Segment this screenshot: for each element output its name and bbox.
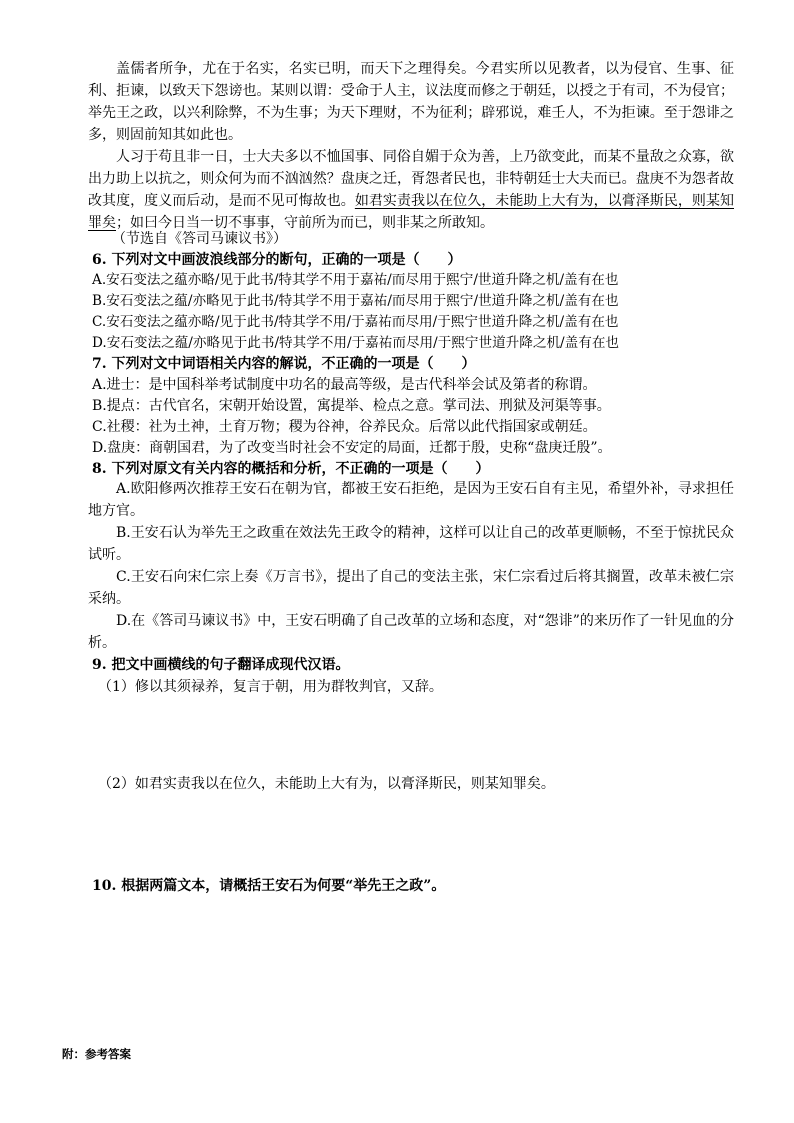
question-8-option-c: C.王安石向宋仁宗上奏《万言书》，提出了自己的变法主张，宋仁宗看过后将其搁置，改革未被仁宗采纳。	[88, 569, 734, 607]
question-6-option-d: D.安石变法之蕴/亦略见于此书/特其学不用/于嘉祐而尽用/于熙宁世道升降之机/盖有在也	[92, 335, 620, 351]
question-7-option-a: A.进士：是中国科举考试制度中功名的最高等级，是古代科举会试及第者的称谓。	[92, 377, 597, 393]
passage-source: （节选自《答司马谏议书》）	[112, 231, 287, 247]
passage-paragraph-1: 盖儒者所争，尤在于名实，名实已明，而天下之理得矣。今君实所以见教者，以为侵官、生事、征利、拒谏，以致天下怨谤也。某则以谓：受命于人主，议法度而修之于朝廷，以授之于有司，不为侵官；举先王之政，以兴利除弊，不为生事；为天下理财，不为征利；辟邪说，难壬人，不为拒谏。至于怨诽之多，则固前知其如此也。	[88, 61, 734, 143]
question-9-item-2: （2）如君实责我以在位久，未能助上大有为，以膏泽斯民，则某知罪矣。	[98, 776, 555, 792]
passage-paragraph-2-tail: ；如曰今日当一切不事事，守前所为而已，则非某之所敢知。	[116, 215, 494, 231]
question-6-option-b: B.安石变法之蕴/亦略见于此书/特其学不用于嘉祐/而尽用于熙宁/世道升降之机/盖有在也	[92, 293, 619, 309]
appendix-label: 附：参考答案	[62, 1047, 131, 1061]
question-8-option-d: D.在《答司马谏议书》中，王安石明确了自己改革的立场和态度，对“怨诽”的来历作了一针见血的分析。	[88, 613, 734, 651]
question-7-option-d: D.盘庚：商朝国君，为了改变当时社会不安定的局面，迁都于殷，史称“盘庚迁殷”。	[92, 440, 612, 456]
question-6-option-c: C.安石变法之蕴亦略/见于此书/特其学不用/于嘉祐而尽用/于熙宁世道升降之机/盖有在也	[92, 314, 619, 330]
underlined-sentence: 如君实责我以在位久，未能助上大有为，以膏泽斯民，则某知罪矣	[88, 193, 734, 231]
question-6-title: 6. 下列对文中画波浪线部分的断句，正确的一项是（ ）	[92, 252, 462, 268]
question-7-option-c: C.社稷：社为土神，土育万物；稷为谷神，谷养民众。后常以此代指国家或朝廷。	[92, 419, 597, 435]
question-9-title: 9. 把文中画横线的句子翻译成现代汉语。	[92, 657, 350, 673]
passage-paragraph-2	[88, 146, 734, 234]
passage-paragraph-2-text: 人习于苟且非一日，士大夫多以不恤国事、同俗自媚于众为善，上乃欲变此，而某不量敌之众寡，欲出力助上以抗之，则众何为而不汹汹然？盘庚之迁，胥怨者民也，非特朝廷士大夫而已。盘庚不为怨者故改其度，度义而后动，是而不见可悔故也。	[88, 149, 734, 209]
question-8-option-b: B.王安石认为举先王之政重在效法先王政令的精神，这样可以让自己的改革更顺畅，不至于惊扰民众试听。	[88, 525, 734, 563]
question-8-title: 8. 下列对原文有关内容的概括和分析，不正确的一项是（ ）	[92, 461, 490, 477]
question-7-title: 7. 下列对文中词语相关内容的解说，不正确的一项是（ ）	[92, 356, 476, 372]
question-10-title: 10. 根据两篇文本，请概括王安石为何要“举先王之政”。	[92, 878, 446, 894]
question-7-option-b: B.提点：古代官名，宋朝开始设置，寓提举、检点之意。掌司法、刑狱及河渠等事。	[92, 398, 611, 414]
question-8-option-a: A.欧阳修两次推荐王安石在朝为官，都被王安石拒绝，是因为王安石自有主见，希望外补，寻求担任地方官。	[88, 481, 734, 519]
question-6-option-a: A.安石变法之蕴亦略/见于此书/特其学不用于嘉祐/而尽用于熙宁/世道升降之机/盖有在也	[92, 272, 619, 288]
question-9-item-1: （1）修以其须禄养，复言于朝，用为群牧判官，又辞。	[98, 679, 443, 695]
